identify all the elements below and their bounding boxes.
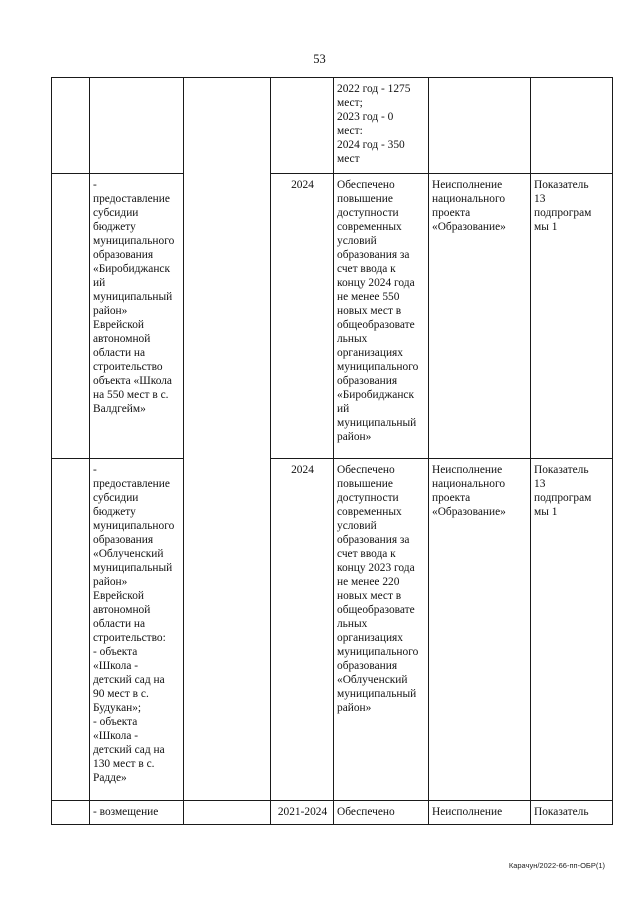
table-cell-number: [52, 459, 90, 801]
page-number: 53: [313, 52, 326, 66]
table-row: [52, 459, 613, 801]
table-cell-year: 2021-2024: [271, 801, 334, 825]
table-row: [52, 174, 613, 459]
table-cell-activity: [90, 78, 184, 174]
table-cell-indicator: [531, 78, 613, 174]
table-cell-activity: - предоставление субсидии бюджету муниципального образования «Облученский муниципальный район» Еврейской автономной области на строительство: - объекта «Школа - детский сад на 90 мест в с. Будукан»; - объекта «Школа - детский сад на 130 мест в с. Радде»: [90, 459, 184, 801]
table-cell-consequence: [429, 78, 531, 174]
table-cell-result: Обеспечено повышение доступности современных условий образования за счет ввода к концу 2023 года не менее 220 новых мест в общеобразовате льных организациях муниципального образования «Облученский муниципальный район»: [334, 459, 429, 801]
table-cell-result: Обеспечено: [334, 801, 429, 825]
table-cell-number: [52, 174, 90, 459]
table-cell-executor: [184, 78, 271, 801]
table-cell-indicator: Показатель: [531, 801, 613, 825]
table-cell-result: Обеспечено повышение доступности современных условий образования за счет ввода к концу 2024 года не менее 550 новых мест в общеобразовате льных организациях муниципального образования «Биробиджанск ий муниципальный район»: [334, 174, 429, 459]
table-cell-consequence: Неисполнение: [429, 801, 531, 825]
table-cell-indicator: Показатель 13 подпрограм мы 1: [531, 459, 613, 801]
table-cell-activity: - возмещение: [90, 801, 184, 825]
table-cell-consequence: Неисполнение национального проекта «Образование»: [429, 459, 531, 801]
table-cell-year: 2024: [271, 174, 334, 459]
table-row: [52, 78, 613, 174]
document-code: Карачун/2022-66-пп-ОБР(1): [508, 861, 605, 870]
table-cell-indicator: Показатель 13 подпрограм мы 1: [531, 174, 613, 459]
measures-table: [51, 77, 613, 825]
table-cell-number: [52, 801, 90, 825]
table-cell-consequence: Неисполнение национального проекта «Образование»: [429, 174, 531, 459]
table-cell-executor: [184, 801, 271, 825]
table-cell-year: [271, 78, 334, 174]
table-cell-result: 2022 год - 1275 мест; 2023 год - 0 мест: 2024 год - 350 мест: [334, 78, 429, 174]
table-row: [52, 801, 613, 825]
table-cell-year: 2024: [271, 459, 334, 801]
table-cell-activity: - предоставление субсидии бюджету муниципального образования «Биробиджанск ий муниципальный район» Еврейской автономной области на строительство объекта «Школа на 550 мест в с. Валдгейм»: [90, 174, 184, 459]
table-cell-number: [52, 78, 90, 174]
